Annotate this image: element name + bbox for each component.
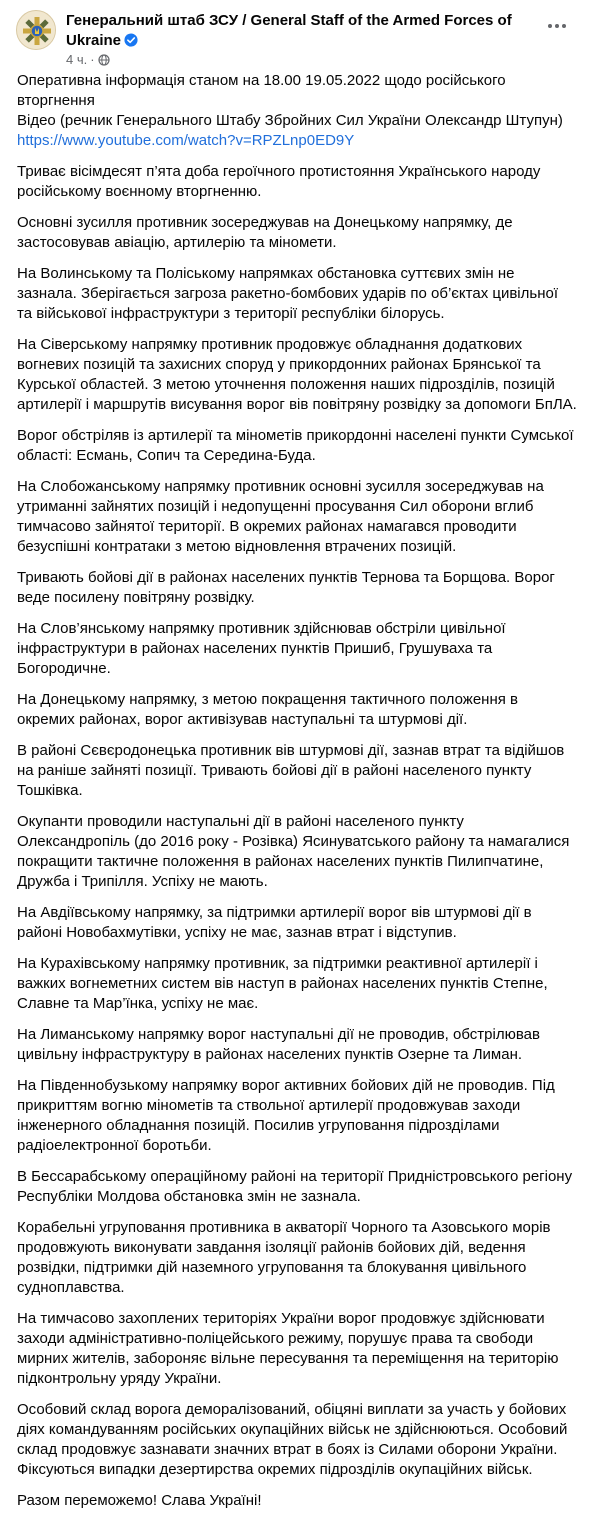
paragraph: На Слобожанському напрямку противник основні зусилля зосереджував на утриманні зайнятих позицій і недопущенні просування Сил оборони вглиб тимчасово зайнятої території. В окремих районах намагався проводити безуспішні контратаки з метою відновлення втрачених позицій. xyxy=(17,478,544,555)
page-avatar[interactable] xyxy=(16,10,56,50)
paragraph: Ворог обстріляв із артилерії та мінометів прикордонні населені пункти Сумської області: Есмань, Сопич та Середина-Буда. xyxy=(17,427,574,464)
paragraph: На Сіверському напрямку противник продовжує обладнання додаткових вогневих позицій та захисних споруд у прикордонних районах Брянської та Курської областей. З метою уточнення положення наших підрозділів, позицій артилерії і маршрутів висування ворог вів повітряну розвідку за допомоги БпЛА. xyxy=(17,336,577,413)
globe-icon[interactable] xyxy=(98,54,110,70)
more-options-icon[interactable] xyxy=(539,8,575,44)
verified-badge-icon xyxy=(124,33,138,53)
paragraph: Особовий склад ворога деморалізований, обіцяні виплати за участь у бойових діях командуванням російських окупаційних військ не здійснюються. Особовий склад продовжує зазнавати значних втрат в боях із Силами оборони України. Фіксуються випадки дезертирства окремих підрозділів окупаційних військ. xyxy=(17,1401,568,1478)
paragraph: На Лиманському напрямку ворог наступальні дії не проводив, обстрілював цивільну інфраструктуру в районах населених пунктів Озерне та Лиман. xyxy=(17,1026,540,1063)
video-caption: Відео (речник Генерального Штабу Збройних Сил України Олександр Штупун) xyxy=(17,112,563,129)
paragraph: На Донецькому напрямку, з метою покращення тактичного положення в окремих районах, ворог активізував наступальні та штурмові дії. xyxy=(17,691,518,728)
paragraph: На тимчасово захоплених територіях України ворог продовжує здійснювати заходи адміністративно-поліцейського режиму, порушує права та свободи мирних жителів, забороняє вільне пересування та переміщення на територію підконтрольну уряду України. xyxy=(17,1310,559,1387)
paragraph: На Слов’янському напрямку противник здійснював обстріли цивільної інфраструктури в районах населених пунктів Пришиб, Грушуваха та Богородичне. xyxy=(17,620,506,677)
post-timestamp[interactable]: 4 ч. xyxy=(66,52,88,67)
paragraph: Окупанти проводили наступальні дії в районі населеного пункту Олександропіль (до 2016 року - Розівка) Ясинуватського району та намагалися покращити тактичне положення в районах населених пунктів Пилипчатине, Дружба і Трипілля. Успіху не мають. xyxy=(17,813,570,890)
paragraph: Триває вісімдесят п’ята доба героїчного протистояння Українського народу російському воєнному вторгненню. xyxy=(17,163,541,200)
paragraph: На Курахівському напрямку противник, за підтримки реактивної артилерії і важких вогнеметних систем вів наступ в районах населених пунктів Степне, Славне та Мар’їнка, успіху не має. xyxy=(17,955,548,1012)
paragraph: Тривають бойові дії в районах населених пунктів Тернова та Борщова. Ворог веде посилену повітряну розвідку. xyxy=(17,569,555,606)
paragraph: На Авдіївському напрямку, за підтримки артилерії ворог вів штурмові дії в районі Новобахмутівки, успіху не має, зазнав втрат і відступив. xyxy=(17,904,532,941)
meta-separator: · xyxy=(90,52,95,67)
paragraph: В Бессарабському операційному районі на території Придністровського регіону Республіки Молдова обстановка змін не зазнала. xyxy=(17,1168,573,1205)
post-header xyxy=(16,8,575,67)
general-staff-emblem-icon xyxy=(17,11,56,50)
page-name[interactable] xyxy=(66,11,528,53)
closing-slogan: Разом переможемо! Слава Україні! xyxy=(17,1492,262,1509)
paragraph: В районі Сєвєродонецька противник вів штурмові дії, зазнав втрат та відійшов на раніше зайняті позиції. Тривають бойові дії в районі населеного пункту Тошківка. xyxy=(17,742,565,799)
page-name-text[interactable]: Генеральний штаб ЗСУ / General Staff of the Armed Forces of Ukraine xyxy=(66,12,512,49)
post-headline: Оперативна інформація станом на 18.00 19.05.2022 щодо російського вторгнення xyxy=(17,72,506,109)
youtube-link[interactable]: https://www.youtube.com/watch?v=RPZLnp0ED9Y xyxy=(17,132,355,149)
post-intro xyxy=(17,71,577,151)
post-body xyxy=(17,71,577,1522)
paragraph: На Волинському та Поліському напрямках обстановка суттєвих змін не зазнала. Зберігається загроза ракетно-бомбових ударів по об’єктах цивільної та військової інфраструктури з території республіки білорусь. xyxy=(17,265,559,322)
post-meta xyxy=(66,52,110,70)
paragraph: Корабельні угруповання противника в акваторії Чорного та Азовського морів продовжують виконувати завдання ізоляції районів бойових дій, ведення розвідки, підтримки дій наземного угруповання та блокування цивільного судноплавства. xyxy=(17,1219,551,1296)
paragraph: На Південнобузькому напрямку ворог активних бойових дій не проводив. Під прикриттям вогню мінометів та ствольної артилерії продовжував заходи інженерного обладнання позицій. Посилив угруповання підрозділами радіоелектронної боротьби. xyxy=(17,1077,555,1154)
paragraph: Основні зусилля противник зосереджував на Донецькому напрямку, де застосовував авіацію, артилерію та міномети. xyxy=(17,214,513,251)
